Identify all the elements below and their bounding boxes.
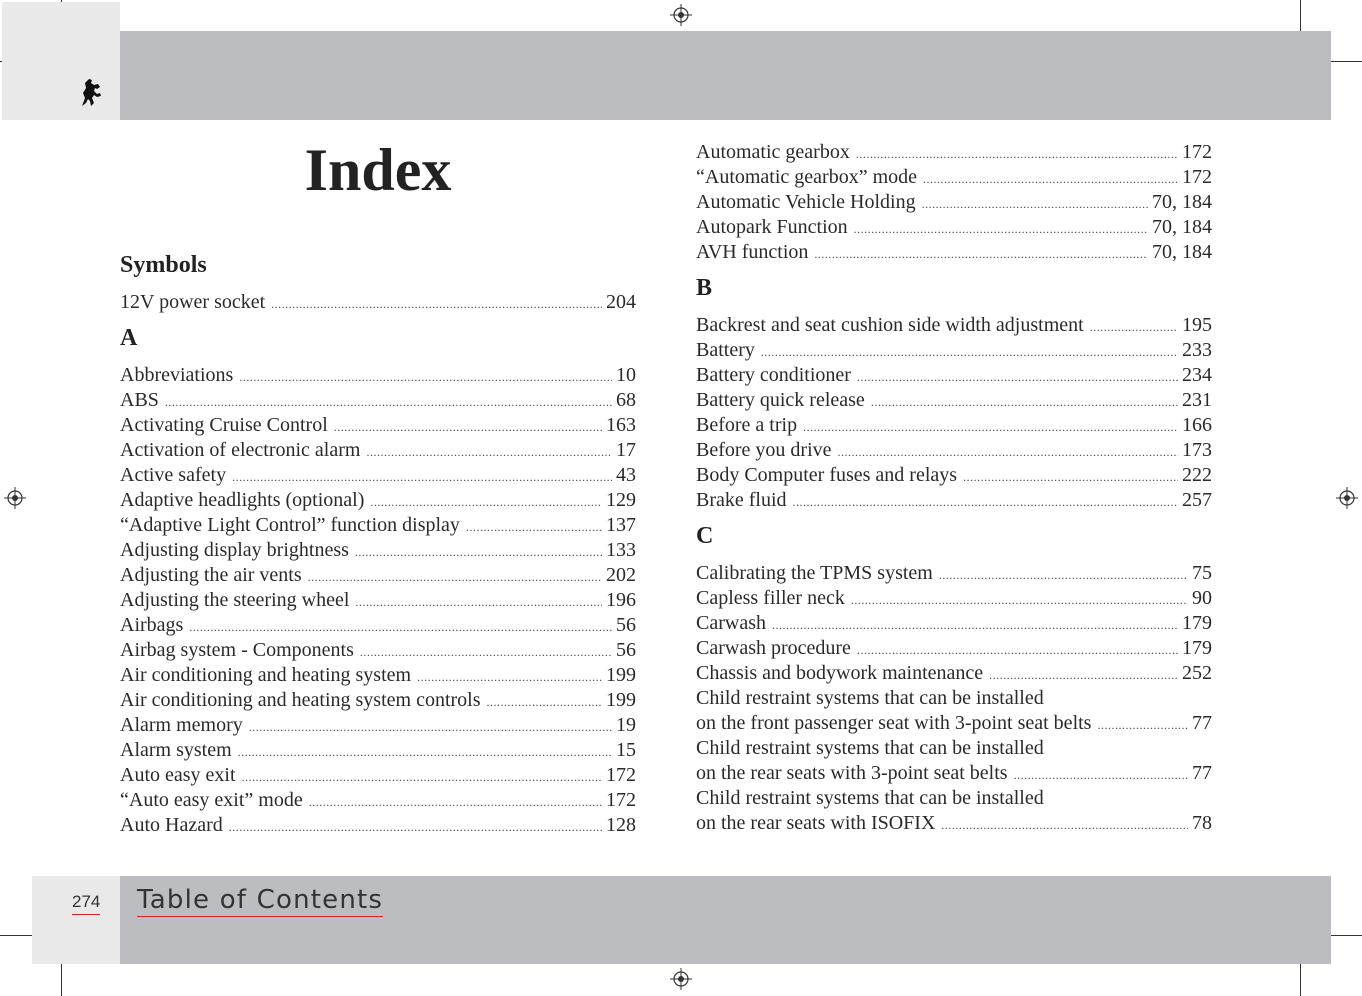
group-heading: A [120,325,138,351]
entry-label: on the rear seats with 3-point seat belts [696,762,1008,784]
entry-page: 70, 184 [1152,191,1212,213]
entry-label: Air conditioning and heating system [120,664,412,686]
entry-label: “Auto easy exit” mode [120,789,303,811]
leader-dots [355,590,602,615]
index-entry [696,711,1212,736]
entry-label: Airbags [120,614,184,636]
entry-label: Adjusting the steering wheel [120,589,350,611]
entry-page: 17 [616,439,636,461]
header-band [120,31,1331,120]
entry-page: 252 [1182,662,1212,684]
group-heading: B [696,275,713,301]
index-entry [696,488,1212,513]
entry-page: 166 [1182,414,1212,436]
leader-dots [851,588,1188,613]
index-entry [696,313,1212,338]
entry-label: Alarm memory [120,714,243,736]
leader-dots [189,615,612,640]
entry-label: Chassis and bodywork maintenance [696,662,984,684]
index-entry [696,561,1212,586]
entry-page: 75 [1192,562,1212,584]
entry-page: 196 [606,589,636,611]
leader-dots [466,515,602,540]
leader-dots [249,715,612,740]
index-entry [120,290,636,315]
leader-dots [838,440,1178,465]
entry-label: Airbag system - Components [120,639,354,661]
prancing-horse-icon [78,76,104,108]
entry-label: Backrest and seat cushion side width adjustment [696,314,1084,336]
entry-label: Body Computer fuses and relays [696,464,958,486]
leader-dots [370,490,602,515]
index-entry [696,363,1212,388]
entry-page: 204 [606,291,636,313]
index-entry [696,636,1212,661]
registration-mark-icon [4,487,26,509]
entry-label: Before you drive [696,439,832,461]
footer-corner-box [32,876,120,964]
leader-dots [355,540,602,565]
entry-page: 15 [616,739,636,761]
entry-label: Battery [696,339,755,361]
entry-page: 78 [1192,812,1212,834]
registration-mark-icon [670,968,692,990]
entry-page: 173 [1182,439,1212,461]
leader-dots [857,638,1178,663]
entry-label: Brake fluid [696,489,787,511]
entry-page: 257 [1182,489,1212,511]
index-entry [120,513,636,538]
entry-page: 179 [1182,637,1212,659]
index-entry [696,215,1212,240]
index-entry [696,240,1212,265]
entry-label: Capless filler neck [696,587,845,609]
leader-dots [803,415,1178,440]
entry-page: 199 [606,664,636,686]
entry-label: Abbreviations [120,364,234,386]
entry-page: 179 [1182,612,1212,634]
entry-label: AVH function [696,241,809,263]
entry-page: 133 [606,539,636,561]
entry-page: 43 [616,464,636,486]
leader-dots [814,242,1148,267]
crop-mark [1300,0,1301,32]
registration-mark-icon [670,4,692,26]
index-entry [696,611,1212,636]
entry-page: 70, 184 [1152,216,1212,238]
leader-dots [856,142,1178,167]
entry-label-line1: Child restraint systems that can be installed [696,737,1044,759]
index-entry [120,788,636,813]
leader-dots [239,365,612,390]
crop-mark [0,935,32,936]
entry-page: 231 [1182,389,1212,411]
leader-dots [989,663,1178,688]
entry-page: 70, 184 [1152,241,1212,263]
index-entry [120,613,636,638]
leader-dots [871,390,1178,415]
leader-dots [417,665,602,690]
leader-dots [857,365,1178,390]
index-entry [696,761,1212,786]
index-entry [120,713,636,738]
index-entry [696,338,1212,363]
entry-label: Activating Cruise Control [120,414,328,436]
entry-page: 234 [1182,364,1212,386]
index-entry [696,463,1212,488]
index-entry [696,438,1212,463]
crop-mark [61,964,62,996]
index-entry [120,363,636,388]
leader-dots [1014,763,1188,788]
entry-label: Carwash procedure [696,637,851,659]
entry-label: Battery conditioner [696,364,851,386]
entry-label: Alarm system [120,739,232,761]
entry-label: Air conditioning and heating system controls [120,689,481,711]
index-entry [120,763,636,788]
entry-page: 56 [616,614,636,636]
entry-label: ABS [120,389,159,411]
leader-dots [941,813,1188,838]
leader-dots [487,690,603,715]
entry-page: 19 [616,714,636,736]
index-entry [120,388,636,413]
entry-page: 90 [1192,587,1212,609]
leader-dots [271,292,602,317]
index-entry [120,688,636,713]
group-heading: C [696,523,714,549]
index-entry [696,388,1212,413]
index-entry [120,538,636,563]
entry-page: 68 [616,389,636,411]
crop-mark [1330,61,1362,62]
index-entry [120,588,636,613]
entry-page: 172 [606,789,636,811]
entry-page: 77 [1192,712,1212,734]
leader-dots [922,192,1148,217]
entry-label: Activation of electronic alarm [120,439,361,461]
leader-dots [308,565,602,590]
entry-label: “Automatic gearbox” mode [696,166,918,188]
leader-dots [360,640,612,665]
entry-page: 222 [1182,464,1212,486]
entry-page: 129 [606,489,636,511]
entry-label: Auto Hazard [120,814,223,836]
entry-label: Auto easy exit [120,764,236,786]
index-entry [696,811,1212,836]
entry-label: Autopark Function [696,216,848,238]
leader-dots [232,465,612,490]
entry-page: 172 [606,764,636,786]
leader-dots [165,390,612,415]
crop-mark [1330,935,1362,936]
entry-label-line1: Child restraint systems that can be installed [696,787,1044,809]
leader-dots [963,465,1178,490]
entry-page: 195 [1182,314,1212,336]
entry-label: 12V power socket [120,291,266,313]
footer-section-link[interactable]: Table of Contents [137,885,384,915]
index-entry [120,488,636,513]
index-entry [120,813,636,838]
entry-label: Active safety [120,464,227,486]
entry-label: Adjusting display brightness [120,539,349,561]
index-left-column [120,248,636,838]
leader-dots [309,790,602,815]
leader-dots [1097,713,1188,738]
leader-dots [242,765,602,790]
leader-dots [923,167,1178,192]
index-entry [696,165,1212,190]
leader-dots [854,217,1148,242]
entry-page: 128 [606,814,636,836]
leader-dots [772,613,1178,638]
leader-dots [229,815,602,840]
page-number: 274 [72,892,100,915]
index-entry [120,638,636,663]
index-entry [120,738,636,763]
entry-label: Carwash [696,612,766,634]
entry-label: Automatic Vehicle Holding [696,191,916,213]
entry-label: Adjusting the air vents [120,564,302,586]
leader-dots [334,415,602,440]
index-entry [696,413,1212,438]
entry-page: 172 [1182,166,1212,188]
entry-page: 137 [606,514,636,536]
entry-page: 199 [606,689,636,711]
index-entry [696,661,1212,686]
index-entry [120,563,636,588]
page-title: Index [304,137,452,203]
entry-page: 77 [1192,762,1212,784]
entry-label: Adaptive headlights (optional) [120,489,365,511]
entry-page: 56 [616,639,636,661]
index-entry [696,586,1212,611]
index-entry [120,438,636,463]
leader-dots [939,563,1188,588]
entry-label: on the rear seats with ISOFIX [696,812,936,834]
index-entry [120,413,636,438]
index-entry [120,463,636,488]
entry-label: Before a trip [696,414,798,436]
leader-dots [793,490,1178,515]
index-entry [120,663,636,688]
entry-label: Battery quick release [696,389,865,411]
entry-label-line1: Child restraint systems that can be installed [696,687,1044,709]
index-entry [696,140,1212,165]
registration-mark-icon [1336,487,1358,509]
entry-page: 202 [606,564,636,586]
entry-page: 172 [1182,141,1212,163]
entry-label: “Adaptive Light Control” function display [120,514,460,536]
leader-dots [761,340,1178,365]
index-right-column [696,140,1212,836]
entry-label: on the front passenger seat with 3-point seat belts [696,712,1092,734]
index-entry [696,190,1212,215]
leader-dots [1090,315,1178,340]
entry-page: 163 [606,414,636,436]
leader-dots [366,440,612,465]
leader-dots [238,740,612,765]
entry-page: 10 [616,364,636,386]
crop-mark [1300,964,1301,996]
entry-label: Automatic gearbox [696,141,850,163]
group-heading: Symbols [120,252,207,278]
entry-label: Calibrating the TPMS system [696,562,933,584]
entry-page: 233 [1182,339,1212,361]
